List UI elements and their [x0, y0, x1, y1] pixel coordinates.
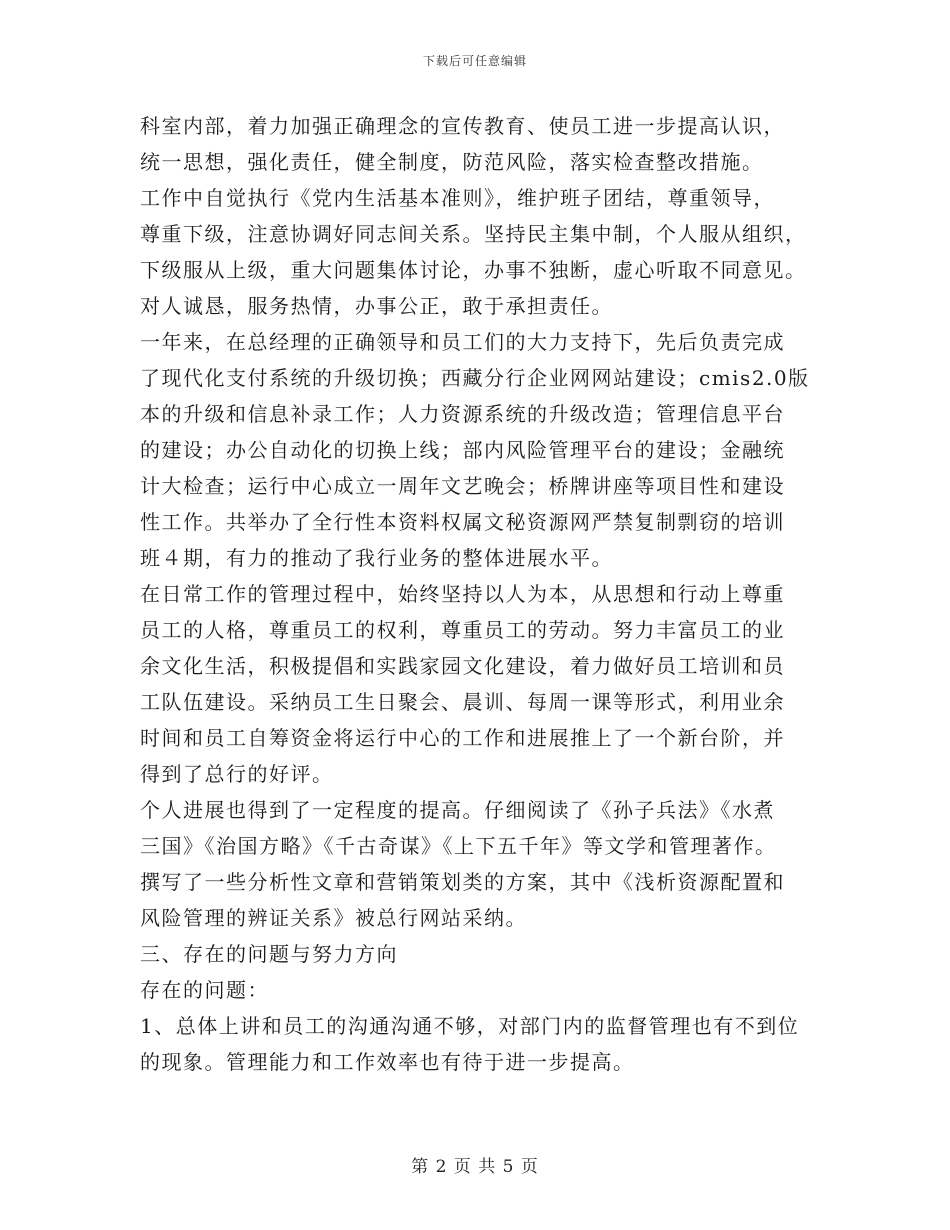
body-line: 余文化生活，积极提倡和实践家园文化建设，着力做好员工培训和员	[140, 654, 785, 678]
body-line: 性工作。共举办了全行性本资料权属文秘资源网严禁复制剽窃的培训	[140, 510, 785, 534]
body-line: 本的升级和信息补录工作；人力资源系统的升级改造；管理信息平台	[140, 402, 785, 426]
body-line: 的建设；办公自动化的切换上线；部内风险管理平台的建设；金融统	[140, 438, 785, 462]
body-line: 科室内部，着力加强正确理念的宣传教育、使员工进一步提高认识，	[140, 114, 785, 138]
body-line: 一年来，在总经理的正确领导和员工们的大力支持下，先后负责完成	[140, 330, 785, 354]
body-line: 得到了总行的好评。	[140, 762, 334, 786]
body-line: 班４期，有力的推动了我行业务的整体进展水平。	[140, 546, 613, 570]
document-body	[140, 108, 820, 1080]
body-line: 了现代化支付系统的升级切换；西藏分行企业网网站建设；cmis2.0版	[140, 366, 810, 390]
page-header: 下载后可任意编辑	[422, 54, 527, 68]
body-line: 在日常工作的管理过程中，始终坚持以人为本，从思想和行动上尊重	[140, 582, 785, 606]
body-line: 存在的问题：	[140, 978, 269, 1002]
section-heading: 三、存在的问题与努力方向	[140, 942, 398, 966]
body-line: 员工的人格，尊重员工的权利，尊重员工的劳动。努力丰富员工的业	[140, 618, 785, 642]
body-line: 工作中自觉执行《党内生活基本准则》，维护班子团结，尊重领导，	[140, 186, 775, 210]
body-line: 1、总体上讲和员工的沟通沟通不够，对部门内的监督管理也有不到位	[140, 1014, 800, 1038]
body-line: 的现象。管理能力和工作效率也有待于进一步提高。	[140, 1050, 635, 1074]
body-line: 三国》《治国方略》《千古奇谋》《上下五千年》等文学和管理著作。	[140, 834, 777, 858]
body-line: 统一思想，强化责任，健全制度，防范风险，落实检查整改措施。	[140, 150, 764, 174]
body-line: 撰写了一些分析性文章和营销策划类的方案，其中《浅析资源配置和	[140, 870, 785, 894]
body-line: 对人诚恳，服务热情，办事公正，敢于承担责任。	[140, 294, 613, 318]
body-line: 时间和员工自筹资金将运行中心的工作和进展推上了一个新台阶，并	[140, 726, 785, 750]
body-line: 个人进展也得到了一定程度的提高。仔细阅读了《孙子兵法》《水煮	[140, 798, 775, 822]
body-line: 风险管理的辨证关系》被总行网站采纳。	[140, 906, 527, 930]
page-number: 第 2 页 共 5 页	[411, 1157, 539, 1177]
body-line: 下级服从上级，重大问题集体讨论，办事不独断，虚心听取不同意见。	[140, 258, 807, 282]
body-line: 计大检查；运行中心成立一周年文艺晚会；桥牌讲座等项目性和建设	[140, 474, 785, 498]
body-line: 尊重下级，注意协调好同志间关系。坚持民主集中制，个人服从组织，	[140, 222, 807, 246]
body-line: 工队伍建设。采纳员工生日聚会、晨训、每周一课等形式，利用业余	[140, 690, 785, 714]
